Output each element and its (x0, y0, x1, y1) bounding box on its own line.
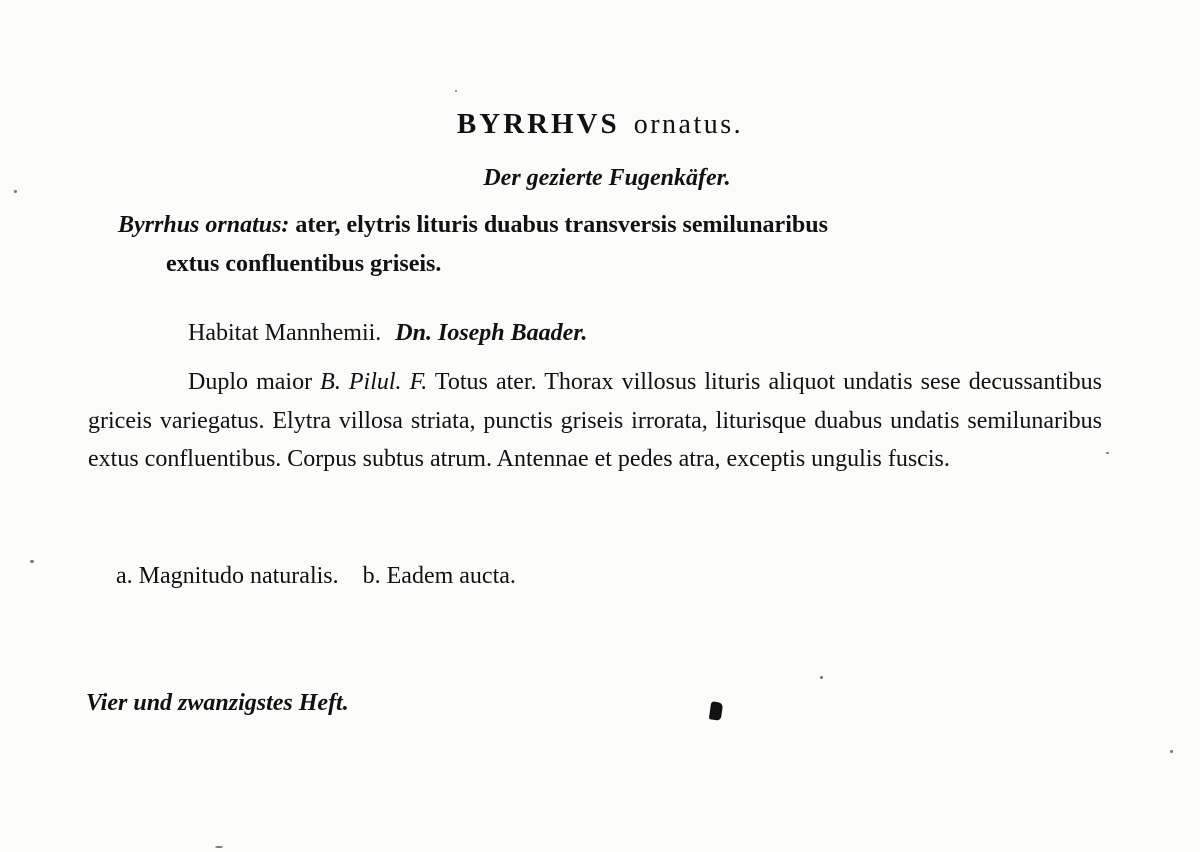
paper-speck (1170, 750, 1173, 753)
figure-captions (116, 563, 516, 590)
paper-speck (30, 560, 34, 563)
figure-caption-a: a. Magnitudo naturalis. (116, 563, 339, 589)
page-title (0, 108, 1200, 141)
ink-mark (709, 701, 723, 720)
diagnosis-text: ater, elytris lituris duabus transversis semilunaribus (295, 212, 828, 238)
diagnosis-line-2: extus confluentibus griseis. (166, 251, 442, 277)
paper-speck (14, 190, 17, 193)
description-paragraph (88, 363, 1102, 479)
common-name-subtitle: Der gezierte Fugenkäfer. (483, 165, 731, 191)
habitat-text: Habitat Mannhemii. (188, 320, 382, 346)
paper-speck (455, 90, 457, 92)
paper-speck (1106, 452, 1109, 454)
species-diagnosis (118, 206, 1102, 284)
paper-speck (215, 846, 223, 848)
figure-caption-b: b. Eadem aucta. (362, 563, 516, 589)
description-lead: Duplo maior (188, 369, 313, 395)
habitat-line (188, 320, 587, 347)
diagnosis-name: Byrrhus ornatus: (118, 212, 290, 238)
habitat-collector: Dn. Ioseph Baader. (395, 320, 588, 346)
title-species: ornatus. (633, 109, 744, 140)
description-reference: B. Pilul. F. (320, 369, 428, 395)
description-body: Totus ater. Thorax villosus lituris aliquot undatis sese decussantibus griceis variegatus. Elytra villosa striata, punctis griseis irrorata, liturisque duabus undatis semilunaribus extus confluentibus. Corpus subtus atrum. Antennae et pedes atra, exceptis ungulis fuscis. (88, 369, 1103, 472)
title-genus: BYRRHVS (456, 108, 620, 140)
issue-signature: Vier und zwanzigstes Heft. (86, 690, 349, 716)
paper-speck (820, 676, 823, 679)
